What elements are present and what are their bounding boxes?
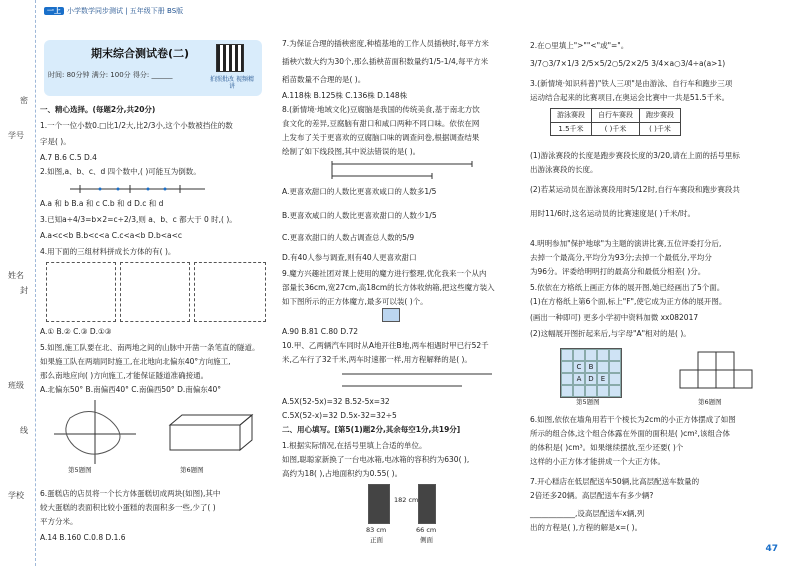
question-text: 3/7○3/7×1/3 2/5×5/2○5/2×2/5 3/4×a○3/4÷a(a>1) — [530, 59, 726, 68]
question-text: 如果施工队在两端同时施工,在北地向北偏东40°方向施工, — [40, 357, 231, 366]
question-text: 10.甲、乙两辆汽车同时从A地开往B地,两车相遇时甲已行52千 — [282, 341, 489, 350]
question-text: 2.在○里填上">""<"或"="。 — [530, 41, 629, 50]
seal-char: 密 — [20, 96, 28, 105]
exam-meta: 时间: 80分钟 满分: 100分 得分: ______ — [48, 71, 173, 79]
option-text: B.更喜欢咸口的人数比更喜欢甜口的人数少1/5 — [282, 211, 437, 220]
section-heading: 二、用心填写。[第5(1)题2分,其余每空1分,共19分] — [282, 425, 461, 434]
page-number: 47 — [765, 543, 778, 554]
materials-figure-3 — [194, 262, 266, 322]
question-text: 2倍还多20辆。高层配送车有多少辆? — [530, 491, 654, 500]
question-text: 3.已知a÷4/3=b×2=c÷2/3,则 a、b、c 都大于 0 时,( )。 — [40, 215, 237, 224]
table-cell[interactable]: ( )千米 — [592, 122, 640, 136]
options: A.5X(52-5x)=32 B.52-5x=32 — [282, 397, 390, 406]
series-badge: 一上 — [44, 7, 64, 15]
question-text: 那么南地应向( )方向施工,才能保证隧道准确接通。 — [40, 371, 209, 380]
table-cell: 1.5千米 — [551, 122, 592, 136]
gutter-label-id: 学号 — [8, 131, 24, 140]
segment-diagram — [322, 158, 482, 182]
question-text: 插秧穴数大约为30个,那么插秧苗面积数量约1/5-1/4,每平方米 — [282, 57, 489, 66]
option-text: D.有40人参与调查,则有40人更喜欢甜口 — [282, 253, 417, 262]
question-text: 5.依依在方格纸上画正方体的展开图,她已经画出了5个面。 — [530, 283, 725, 292]
front-label: 正面 — [370, 536, 383, 544]
fridge-side-figure — [418, 484, 436, 524]
question-text: (1)游泳赛段的长度是跑步赛段长度的3/20,请在上面的括号里标 — [530, 151, 740, 160]
figure-caption: 第5题图 — [576, 398, 600, 406]
triathlon-table — [550, 108, 681, 136]
seal-char: 线 — [20, 426, 28, 435]
fridge-width: 83 cm — [366, 526, 387, 534]
question-text: 出的方程是( ),方程的解是x=( )。 — [530, 523, 643, 532]
cube-stack-figure — [670, 340, 770, 400]
question-text: 高约为18( ),占地面积约为0.55( )。 — [282, 469, 403, 478]
net-grid[interactable]: C B A D E — [560, 348, 622, 398]
question-text: 3.(新情境·知识科普)"铁人三项"是由游泳、自行车和跑步三项 — [530, 79, 733, 88]
question-text: 这样的小正方体才能拼成一个大正方体。 — [530, 457, 665, 466]
column-1 — [40, 0, 270, 566]
watermark-text: (画出一种即可) 更多小学初中资料加微 xx082017 — [530, 313, 699, 322]
question-text: 7.为保证合理的插秧密度,种植基地的工作人员插秧时,每平方米 — [282, 39, 489, 48]
mountain-map-figure — [50, 398, 140, 468]
question-text: 去掉一个最高分,平均分为93分;去掉一个最低分,平均分 — [530, 253, 712, 262]
question-text: 为96分。评委给明明打的最高分和最低分相差( )分。 — [530, 267, 706, 276]
question-text: 较大蛋糕的表面积比较小蛋糕的表面积多一些,少了( ) — [40, 503, 216, 512]
question-text: 字是( )。 — [40, 137, 71, 146]
options: A.118株 B.125株 C.136株 D.148株 — [282, 91, 408, 100]
figure-caption: 第5题图 — [68, 466, 92, 474]
question-text: 4.明明参加"保护地球"为主题的演讲比赛,五位评委打分后, — [530, 239, 722, 248]
question-text: 上发布了关于更喜欢的豆腐脑口味的调查问卷,根据调查结果 — [282, 133, 480, 142]
question-text: 1.根据实际情况,在括号里填上合适的单位。 — [282, 441, 427, 450]
question-text: 8.(新情境·地域文化)豆腐脑是我国的传统美食,基于南北方饮 — [282, 105, 480, 114]
question-text: 米,乙车行了32千米,两车时速都一样,用方程解释的是( )。 — [282, 355, 472, 364]
side-label: 侧面 — [420, 536, 433, 544]
fridge-front-figure — [368, 484, 390, 524]
question-text: 运动结合起来的比赛项目,在奥运会比赛中一共是51.5千米。 — [530, 93, 730, 102]
binding-gutter — [0, 0, 36, 566]
fridge-height: 182 cm — [394, 496, 419, 504]
options: A.14 B.160 C.0.8 D.1.6 — [40, 533, 126, 542]
number-line-figure — [70, 180, 210, 198]
options: A.a 和 b B.a 和 c C.b 和 d D.c 和 d — [40, 199, 164, 208]
table-cell[interactable]: ( )千米 — [640, 122, 681, 136]
table-header: 自行车赛段 — [592, 109, 640, 123]
cake-figure — [160, 410, 260, 460]
question-text: 的体积是( )cm³。如果继续摆放,至少还要( )个 — [530, 443, 684, 452]
question-text: 出游泳赛段的长度。 — [530, 165, 598, 174]
option-text: C.更喜欢甜口的人数占调查总人数的5/9 — [282, 233, 415, 242]
question-text: 9.魔方兴趣社团对课上使用的魔方进行整理,优化我来一个从内 — [282, 269, 487, 278]
options: A.7 B.6 C.5 D.4 — [40, 153, 97, 162]
materials-figure-1 — [46, 262, 116, 322]
rubiks-cube-figure — [382, 308, 400, 322]
question-text: 平方分米。 — [40, 517, 78, 526]
question-text: 4.用下面的三组材料拼成长方体的有( )。 — [40, 247, 176, 256]
options: A.北偏东50° B.南偏西40° C.南偏西50° D.南偏东40° — [40, 385, 222, 394]
question-text: (2)若某运动员在游泳赛段用时5/12时,自行车赛段和跑步赛段共 — [530, 185, 740, 194]
question-text: 7.开心糕店在低层配送车50辆,比高层配送车数量的 — [530, 477, 700, 486]
page-title: 期末综合测试卷(二) — [90, 47, 190, 60]
question-text: (1)在方格纸上第6个面,标上"F",使它成为正方体的展开图。 — [530, 297, 727, 306]
options: A.① B.② C.③ D.①③ — [40, 327, 112, 336]
column-3 — [530, 0, 790, 566]
seal-char: 封 — [20, 286, 28, 295]
table-header: 游泳赛段 — [551, 109, 592, 123]
section-heading: 一、精心选择。(每题2分,共20分) — [40, 105, 156, 114]
options: A.90 B.81 C.80 D.72 — [282, 327, 359, 336]
figure-caption: 第6题图 — [698, 398, 722, 406]
question-text: 如下图所示的正方体魔方,最多可以装( )个。 — [282, 297, 428, 306]
question-text: 6.蛋糕店的店员将一个长方体蛋糕切成两块(如图),其中 — [40, 489, 221, 498]
series-text: 小学数学同步测试 | 五年级下册 BS版 — [67, 7, 184, 15]
question-text: 部量长36cm,宽27cm,高18cm的长方体收纳箱,把这些魔方装入 — [282, 283, 495, 292]
question-text: (2)这幅展开图折起来后,与字母"A"相对的是( )。 — [530, 329, 691, 338]
figure-caption: 第6题图 — [180, 466, 204, 474]
travel-diagram — [332, 366, 502, 394]
question-text: 2.如图,a、b、c、d 四个数中,( )可能互为倒数。 — [40, 167, 201, 176]
question-text: 食文化的差异,豆腐脑有甜口和咸口两种不同口味。依依在网 — [282, 119, 480, 128]
table-header: 跑步赛段 — [640, 109, 681, 123]
question-text: ____________,设高层配送车x辆,列 — [530, 509, 645, 518]
question-text: 6.如图,依依在墙角用若干个棱长为2cm的小正方体摆成了如图 — [530, 415, 736, 424]
question-text: 稻苗数量不合理的是( )。 — [282, 75, 366, 84]
qr-caption: 拍照批改 视频精讲 — [210, 76, 254, 91]
gutter-label-name: 姓名 — [8, 271, 24, 280]
question-text: 5.如图,施工队要在北、南两地之间的山脉中开凿一条笔直的隧道。 — [40, 343, 260, 352]
options: C.5X(52-x)=32 D.5x-32=32÷5 — [282, 411, 397, 420]
option-text: A.更喜欢甜口的人数比更喜欢咸口的人数多1/5 — [282, 187, 437, 196]
question-text: 用时11/6时,这名运动员的比赛速度是( )千米/时。 — [530, 209, 695, 218]
question-text: 1.一个一位小数0.□比1/2大,比2/3小,这个小数被挡住的数 — [40, 121, 233, 130]
column-2 — [282, 0, 527, 566]
question-text: 所示的组合体,这个组合体露在外面的面积是( )cm²,该组合体 — [530, 429, 730, 438]
materials-figure-2 — [120, 262, 190, 322]
options: A.a<c<b B.b<c<a C.c<a<b D.b<a<c — [40, 231, 183, 240]
gutter-label-school: 学校 — [8, 491, 24, 500]
question-text: 绘制了如下线段图,其中说法错误的是( )。 — [282, 147, 421, 156]
question-text: 如图,聪聪家新换了一台电冰箱,电冰箱的容积约为630( ), — [282, 455, 470, 464]
fridge-depth: 66 cm — [416, 526, 437, 534]
gutter-label-class: 班级 — [8, 381, 24, 390]
